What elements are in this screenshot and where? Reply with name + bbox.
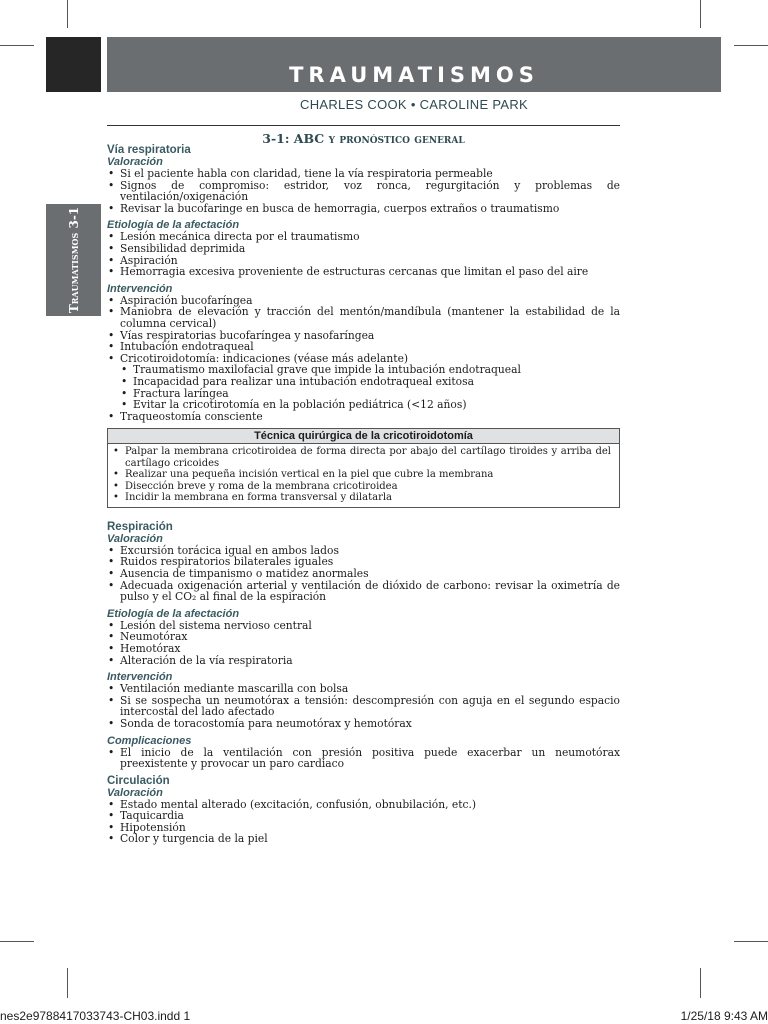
section-number: 3-1: ABC [262,131,325,146]
bullet-list [107,747,620,770]
list-item: • Cricotiroidotomía: indicaciones (véase más adelante) [107,353,620,365]
list-item: • Hipotensión [107,822,620,834]
footer-timestamp: 1/25/18 9:43 AM [680,1009,768,1023]
list-item: • Taquicardia [107,810,620,822]
list-item: • Vías respiratorias bucofaríngea y nasofaríngea [107,330,620,342]
list-item: • Realizar una pequeña incisión vertical en la piel que cubre la membrana [112,469,611,481]
chapter-authors: CHARLES COOK • CAROLINE PARK [300,97,528,112]
crop-mark [734,941,768,942]
bullet-list [107,168,620,214]
list-item: • Color y turgencia de la piel [107,833,620,845]
list-item: • Revisar la bucofaringe en busca de hemorragia, cuerpos extraños o traumatismo [107,203,620,215]
list-item: • Signos de compromiso: estridor, voz ronca, regurgitación y problemas de ventilación/oxigenación [107,180,620,203]
list-item: • Incidir la membrana en forma transversal y dilatarla [112,492,611,504]
list-item: • Hemorragia excesiva proveniente de estructuras cercanas que limitan el paso del aire [107,266,620,278]
crop-mark [734,45,768,46]
bullet-list [107,799,620,845]
subheading-complications: Complicaciones [107,734,192,747]
list-item: • Excursión torácica igual en ambos lados [107,545,620,557]
subheading-etiology: Etiología de la afectación [107,219,240,232]
list-item: • Maniobra de elevación y tracción del mentón/mandíbula (mantener la estabilidad de la columna cervical) [107,306,620,329]
crop-mark [67,0,68,28]
list-item: • Sensibilidad deprimida [107,243,620,255]
heading-circulation: Circulación [107,774,170,787]
crop-mark [700,968,701,998]
subheading-assessment: Valoración [107,532,163,545]
list-item: • Adecuada oxigenación arterial y ventilación de dióxido de carbono: revisar la oximetría de pulso y el CO₂ al final de la espiración [107,580,620,603]
subheading-intervention: Intervención [107,282,173,295]
section-title: y pronóstico general [328,131,465,146]
side-tab-label: Traumatismos 3-1 [66,206,81,314]
bullet-list [107,683,620,729]
list-item: • Palpar la membrana cricotiroidea de forma directa por abajo del cartílago tiroides y arriba del cartílago cricoides [112,446,611,469]
crop-mark [67,968,68,998]
sub-list-item: • Traumatismo maxilofacial grave que impide la intubación endotraqueal [107,364,620,376]
list-item: • El inicio de la ventilación con presión positiva puede exacerbar un neumotórax preexistente y provocar un paro cardiaco [107,747,620,770]
heading-airway: Vía respiratoria [107,144,191,156]
bullet-list [108,444,619,507]
crop-mark [700,0,701,28]
footer-filename: nes2e9788417033743-CH03.indd 1 [0,1009,191,1023]
list-item: • Ruidos respiratorios bilaterales iguales [107,556,620,568]
header-rule [107,125,620,126]
list-item: • Neumotórax [107,631,620,643]
subheading-assessment: Valoración [107,156,163,168]
list-item: • Si se sospecha un neumotórax a tensión: descompresión con aguja en el segundo espacio intercostal del lado afectado [107,695,620,718]
crop-mark [0,941,34,942]
bullet-list [107,620,620,666]
crop-mark [0,45,34,46]
heading-breathing: Respiración [107,520,173,533]
list-item: • Aspiración bucofaríngea [107,295,620,307]
sub-list-item: • Fractura laríngea [107,388,620,400]
bullet-list [107,231,620,277]
list-item: • Ventilación mediante mascarilla con bolsa [107,683,620,695]
list-item: • Intubación endotraqueal [107,341,620,353]
chapter-title: TRAUMATISMOS [289,63,539,87]
subheading-assessment: Valoración [107,786,163,799]
bullet-list [107,295,620,423]
technique-box [107,428,620,508]
side-tab [46,204,101,316]
list-item: • Traqueostomía consciente [107,411,620,423]
list-item: • Lesión mecánica directa por el traumatismo [107,231,620,243]
list-item: • Aspiración [107,255,620,267]
bullet-list [107,545,620,603]
list-item: • Sonda de toracostomía para neumotórax y hemotórax [107,718,620,730]
list-item: • Hemotórax [107,643,620,655]
sub-list-item: • Incapacidad para realizar una intubación endotraqueal exitosa [107,376,620,388]
subheading-intervention: Intervención [107,671,173,684]
list-item: • Ausencia de timpanismo o matidez anormales [107,568,620,580]
list-item: • Disección breve y roma de la membrana cricotiroidea [112,481,611,493]
technique-box-title: Técnica quirúrgica de la cricotiroidotomía [108,429,619,444]
sub-list-item: • Evitar la cricotirotomía en la población pediátrica (<12 años) [107,399,620,411]
list-item: • Alteración de la vía respiratoria [107,655,620,667]
page-content [107,144,620,845]
list-item: • Si el paciente habla con claridad, tiene la vía respiratoria permeable [107,168,620,180]
list-item: • Estado mental alterado (excitación, confusión, obnubilación, etc.) [107,799,620,811]
subheading-etiology: Etiología de la afectación [107,607,240,620]
list-item: • Lesión del sistema nervioso central [107,620,620,632]
corner-block [46,37,101,92]
